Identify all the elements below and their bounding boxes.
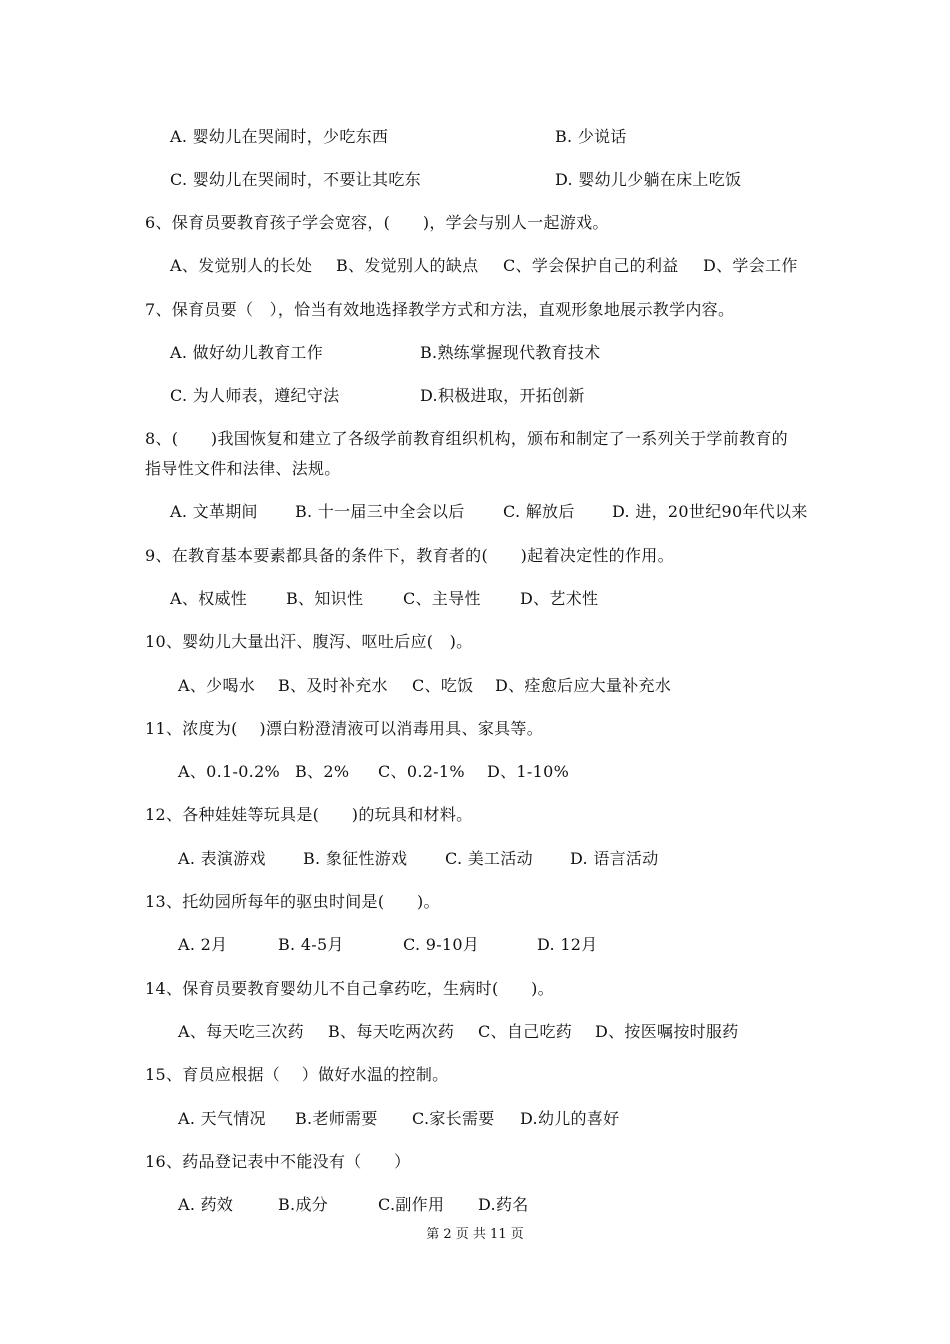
q5-option-c: C. 婴幼儿在哭闹时，不要让其吃东 [170,170,421,189]
q6-option-b: B、发觉别人的缺点 [336,256,479,275]
question-6: 6、保育员要教育孩子学会宽容，( )，学会与别人一起游戏。 [145,213,609,232]
question-16: 16、药品登记表中不能没有（ ） [145,1152,411,1171]
q9-option-a: A、权威性 [170,589,248,608]
question-7: 7、保育员要（ ），恰当有效地选择教学方式和方法，直观形象地展示教学内容。 [145,300,735,319]
question-10: 10、婴幼儿大量出汗、腹泻、呕吐后应( )。 [145,632,473,651]
q16-option-b: B.成分 [278,1195,329,1214]
q15-option-b: B.老师需要 [295,1109,378,1128]
q16-option-a: A. 药效 [178,1195,234,1214]
q8-option-d: D. 进，20世纪90年代以来 [612,502,808,521]
question-15: 15、育员应根据（ ）做好水温的控制。 [145,1065,449,1084]
q12-option-d: D. 语言活动 [570,849,659,868]
q10-option-a: A、少喝水 [178,676,256,695]
q16-option-c: C.副作用 [378,1195,445,1214]
q9-option-c: C、主导性 [403,589,481,608]
q7-option-b: B.熟练掌握现代教育技术 [420,343,601,362]
q7-option-a: A. 做好幼儿教育工作 [170,343,324,362]
q15-option-d: D.幼儿的喜好 [520,1109,620,1128]
q8-option-a: A. 文革期间 [170,502,258,521]
q9-option-d: D、艺术性 [520,589,599,608]
q5-option-a: A. 婴幼儿在哭闹时，少吃东西 [170,127,389,146]
q10-option-b: B、及时补充水 [278,676,388,695]
q16-option-d: D.药名 [478,1195,529,1214]
q12-option-c: C. 美工活动 [445,849,533,868]
q11-option-a: A、0.1-0.2% [178,762,281,781]
q9-option-b: B、知识性 [286,589,364,608]
q10-option-c: C、吃饭 [412,676,474,695]
q6-option-c: C、学会保护自己的利益 [503,256,679,275]
q8-option-b: B. 十一届三中全会以后 [295,502,465,521]
q6-option-d: D、学会工作 [703,256,798,275]
page-number-footer: 第 2 页 共 11 页 [426,1227,524,1242]
q7-option-d: D.积极进取，开拓创新 [420,386,585,405]
q14-option-d: D、按医嘱按时服药 [595,1022,739,1041]
q14-option-a: A、每天吃三次药 [178,1022,304,1041]
q7-option-c: C. 为人师表，遵纪守法 [170,386,340,405]
q14-option-c: C、自己吃药 [478,1022,573,1041]
q12-option-a: A. 表演游戏 [178,849,266,868]
q6-option-a: A、发觉别人的长处 [170,256,313,275]
q11-option-d: D、1-10% [487,762,570,781]
question-14: 14、保育员要教育婴幼儿不自己拿药吃，生病时( )。 [145,979,554,998]
q11-option-c: C、0.2-1% [378,762,465,781]
q13-option-a: A. 2月 [178,935,228,954]
q12-option-b: B. 象征性游戏 [303,849,408,868]
question-12: 12、各种娃娃等玩具是( )的玩具和材料。 [145,805,473,824]
q15-option-c: C.家长需要 [412,1109,495,1128]
question-8-line-2: 指导性文件和法律、法规。 [145,459,341,478]
q13-option-d: D. 12月 [537,935,598,954]
q13-option-c: C. 9-10月 [403,935,480,954]
question-11: 11、浓度为( )漂白粉澄清液可以消毒用具、家具等。 [145,719,544,738]
q11-option-b: B、2% [295,762,350,781]
question-13: 13、托幼园所每年的驱虫时间是( )。 [145,892,440,911]
q13-option-b: B. 4-5月 [278,935,344,954]
q15-option-a: A. 天气情况 [178,1109,266,1128]
q8-option-c: C. 解放后 [503,502,575,521]
q5-option-b: B. 少说话 [555,127,627,146]
q5-option-d: D. 婴幼儿少躺在床上吃饭 [555,170,742,189]
q14-option-b: B、每天吃两次药 [328,1022,455,1041]
question-8-line-1: 8、( )我国恢复和建立了各级学前教育组织机构，颁布和制定了一系列关于学前教育的 [145,429,788,448]
q10-option-d: D、痊愈后应大量补充水 [495,676,672,695]
question-9: 9、在教育基本要素都具备的条件下，教育者的( )起着决定性的作用。 [145,546,674,565]
